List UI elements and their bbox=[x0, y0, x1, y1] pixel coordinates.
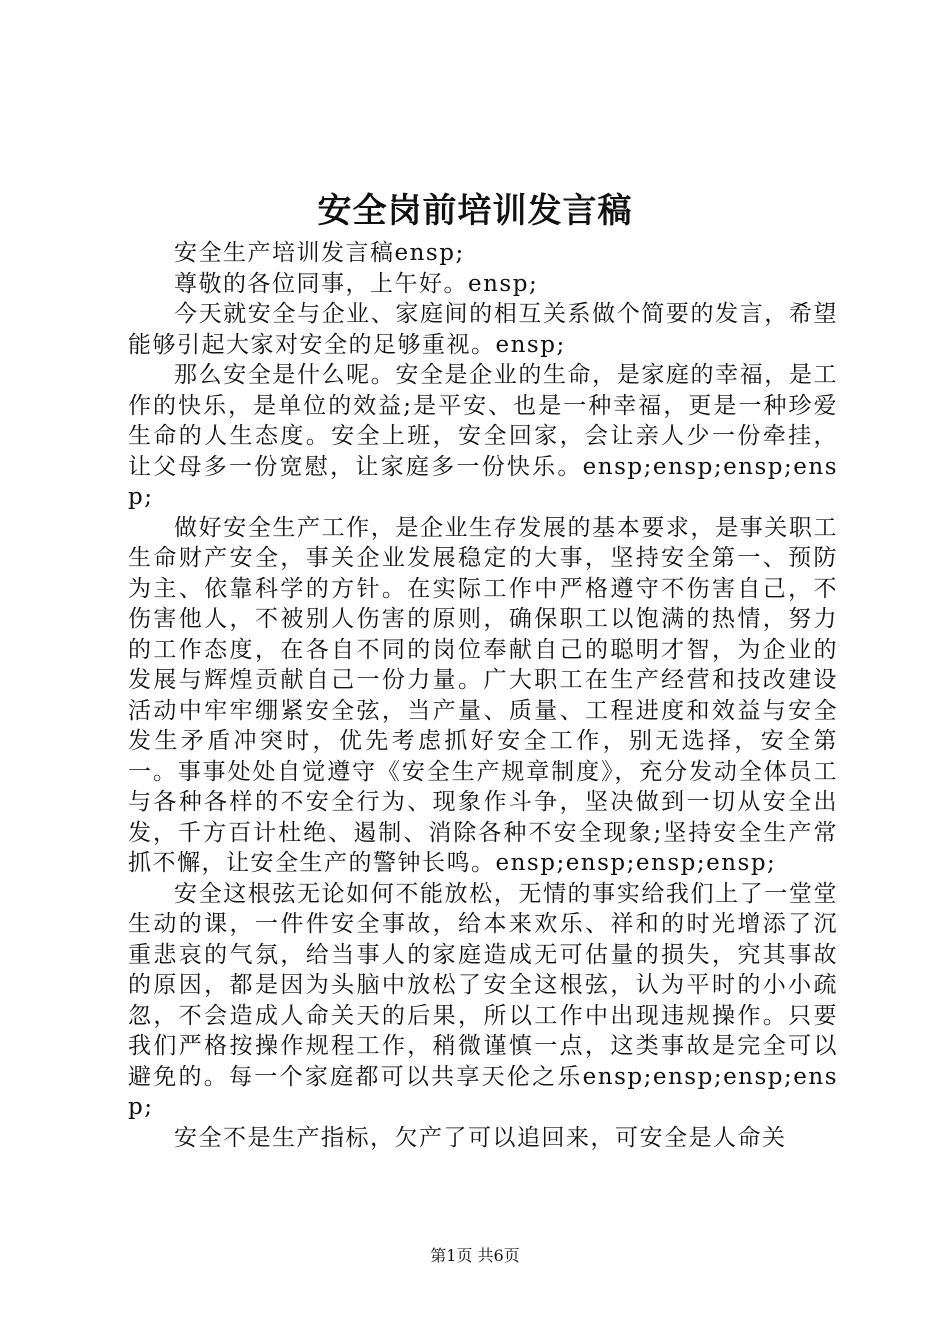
paragraph: 做好安全生产工作，是企业生存发展的基本要求，是事关职工生命财产安全，事关企业发展稳定的大事，坚持安全第一、预防为主、依靠科学的方针。在实际工作中严格遵守不伤害自己，不伤害他人，不被别人伤害的原则，确保职工以饱满的热情，努力的工作态度，在各自不同的岗位奉献自己的聪明才智，为企业的发展与辉煌贡献自己一份力量。广大职工在生产经营和技改建设活动中牢牢绷紧安全弦，当产量、质量、工程进度和效益与安全发生矛盾冲突时，优先考虑抓好安全工作，别无选择，安全第一。事事处处自觉遵守《安全生产规章制度》，充分发动全体员工与各种各样的不安全行为、现象作斗争，坚决做到一切从安全出发，千方百计杜绝、遏制、消除各种不安全现象;坚持安全生产常抓不懈，让安全生产的警钟长鸣。ensp;ensp;ensp;ensp; bbox=[128, 514, 838, 876]
paragraph: 尊敬的各位同事，上午好。ensp; bbox=[174, 270, 539, 297]
page-footer: 第1页 共6页 bbox=[430, 1246, 520, 1265]
paragraph: 那么安全是什么呢。安全是企业的生命，是家庭的幸福，是工作的快乐，是单位的效益;是平安、也是一种幸福，更是一种珍爱生命的人生态度。安全上班，安全回家，会让亲人少一份牵挂，让父母多一份宽慰，让家庭多一份快乐。ensp;ensp;ensp;ensp; bbox=[128, 362, 838, 510]
paragraph: 今天就安全与企业、家庭间的相互关系做个简要的发言，希望能够引起大家对安全的足够重视。ensp; bbox=[128, 301, 838, 358]
paragraph: 安全生产培训发言稿ensp; bbox=[174, 240, 465, 266]
document-title: 安全岗前培训发言稿 bbox=[317, 191, 633, 231]
document-body bbox=[128, 238, 838, 1153]
paragraph: 安全不是生产指标，欠产了可以追回来，可安全是人命关 bbox=[174, 1124, 787, 1151]
paragraph: 安全这根弦无论如何不能放松，无情的事实给我们上了一堂堂生动的课，一件件安全事故，给本来欢乐、祥和的时光增添了沉重悲哀的气氛，给当事人的家庭造成无可估量的损失，究其事故的原因，都是因为头脑中放松了安全这根弦，认为平时的小小疏忽，不会造成人命关天的后果，所以工作中出现违规操作。只要我们严格按操作规程工作，稍微谨慎一点，这类事故是完全可以避免的。每一个家庭都可以共享天伦之乐ensp;ensp;ensp;ensp; bbox=[128, 880, 838, 1120]
